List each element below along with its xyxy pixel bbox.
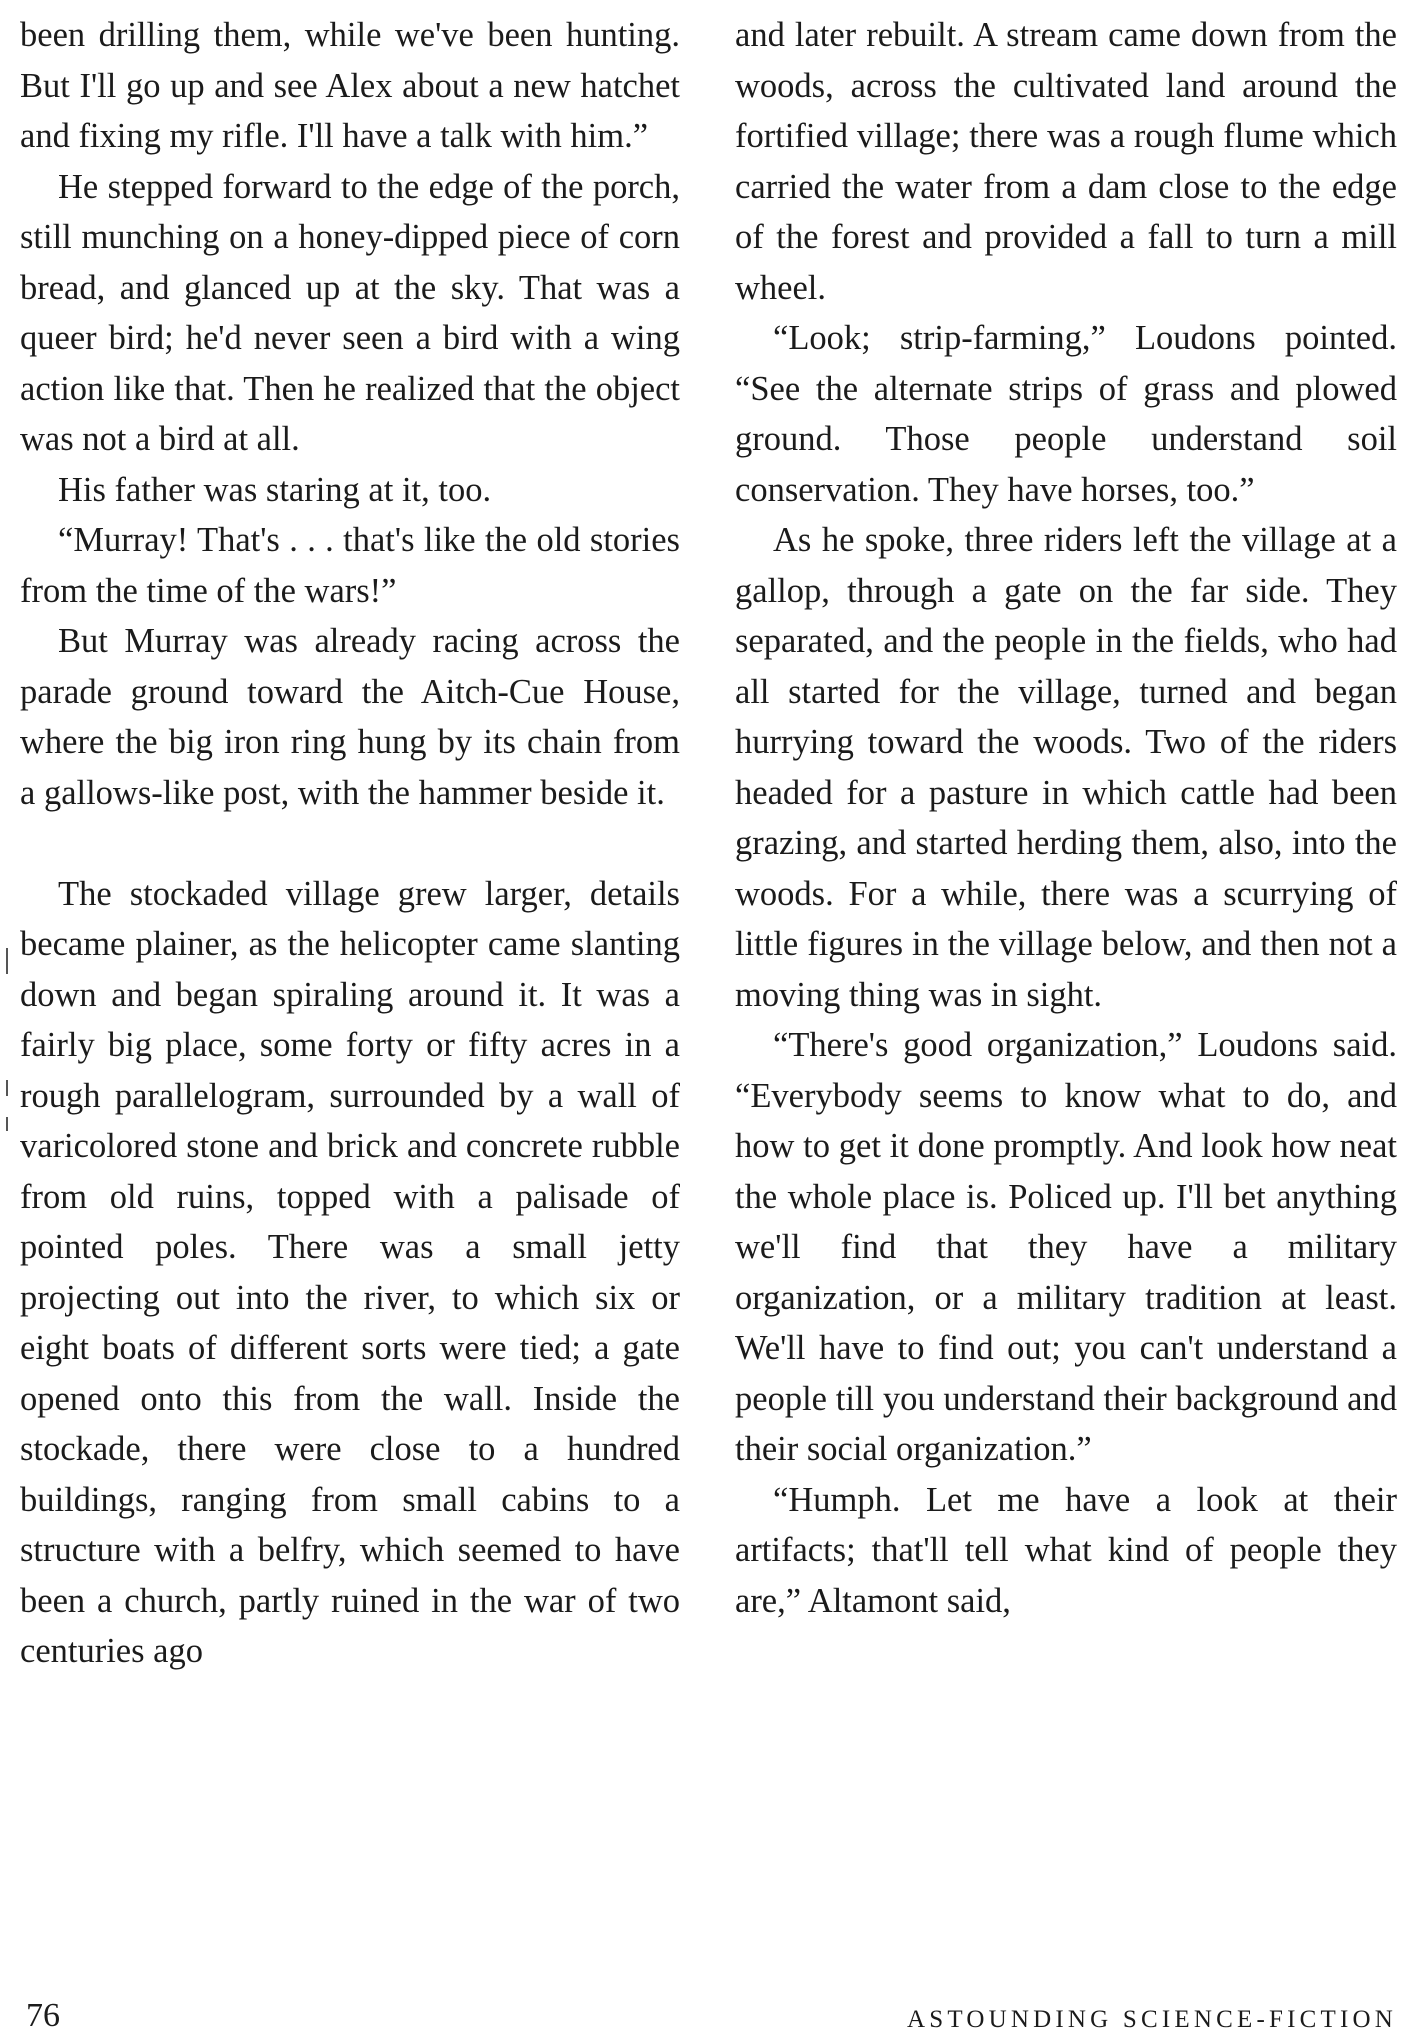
paragraph: “Murray! That's . . . that's like the old stories from the time of the wars!”	[20, 521, 680, 610]
paragraph: He stepped forward to the edge of the porch, still munching on a honey-dipped piece of corn bread, and glanced up at the sky. That was a queer bird; he'd never seen a bird with a wing action like that. Then he realized that the object was not a bird at all.	[20, 167, 680, 458]
paragraph: As he spoke, three riders left the village at a gallop, through a gate on the far side. They separated, and the people in the fields, who had all started for the village, turned and began hurrying toward the woods. Two of the riders headed for a pasture in which cattle had been grazing, and started herding them, also, into the woods. For a while, there was a scurrying of little figures in the village below, and then not a moving thing was in sight.	[735, 521, 1397, 1014]
margin-mark	[6, 1080, 8, 1096]
page-number: 76	[26, 1997, 60, 2034]
left-text-column	[20, 10, 680, 1677]
margin-mark	[6, 948, 8, 974]
running-title: ASTOUNDING SCIENCE-FICTION	[907, 2006, 1397, 2033]
paragraph: been drilling them, while we've been hunting. But I'll go up and see Alex about a new hatchet and fixing my rifle. I'll have a talk with him.”	[20, 16, 680, 155]
paragraph: “There's good organization,” Loudons said. “Everybody seems to know what to do, and how to get it done promptly. And look how neat the whole place is. Policed up. I'll bet anything we'll find that they have a military organization, or a military tradition at least. We'll have to find out; you can't understand a people till you understand their background and their social organization.”	[735, 1026, 1397, 1468]
margin-mark	[6, 1117, 8, 1131]
paragraph: “Humph. Let me have a look at their artifacts; that'll tell what kind of people they are,” Altamont said,	[735, 1480, 1397, 1620]
paragraph: and later rebuilt. A stream came down from the woods, across the cultivated land around the fortified village; there was a rough flume which carried the water from a dam close to the edge of the forest and provided a fall to turn a mill wheel.	[735, 16, 1397, 307]
paragraph-section-start: The stockaded village grew larger, details became plainer, as the helicopter came slanting down and began spiraling around it. It was a fairly big place, some forty or fifty acres in a rough parallelogram, surrounded by a wall of varicolored stone and brick and concrete rubble from old ruins, topped with a palisade of pointed poles. There was a small jetty projecting out into the river, to which six or eight boats of different sorts were tied; a gate opened onto this from the wall. Inside the stockade, there were close to a hundred buildings, ranging from small cabins to a structure with a belfry, which seemed to have been a church, partly ruined in the war of two centuries ago	[20, 874, 680, 1670]
paragraph: His father was staring at it, too.	[58, 470, 492, 509]
paragraph: But Murray was already racing across the parade ground toward the Aitch-Cue House, where the big iron ring hung by its chain from a gallows-like post, with the hammer beside it.	[20, 622, 680, 812]
paragraph: “Look; strip-farming,” Loudons pointed. “See the alternate strips of grass and plowed ground. Those people understand soil conservation. They have horses, too.”	[735, 319, 1397, 509]
right-text-column	[735, 10, 1397, 1626]
